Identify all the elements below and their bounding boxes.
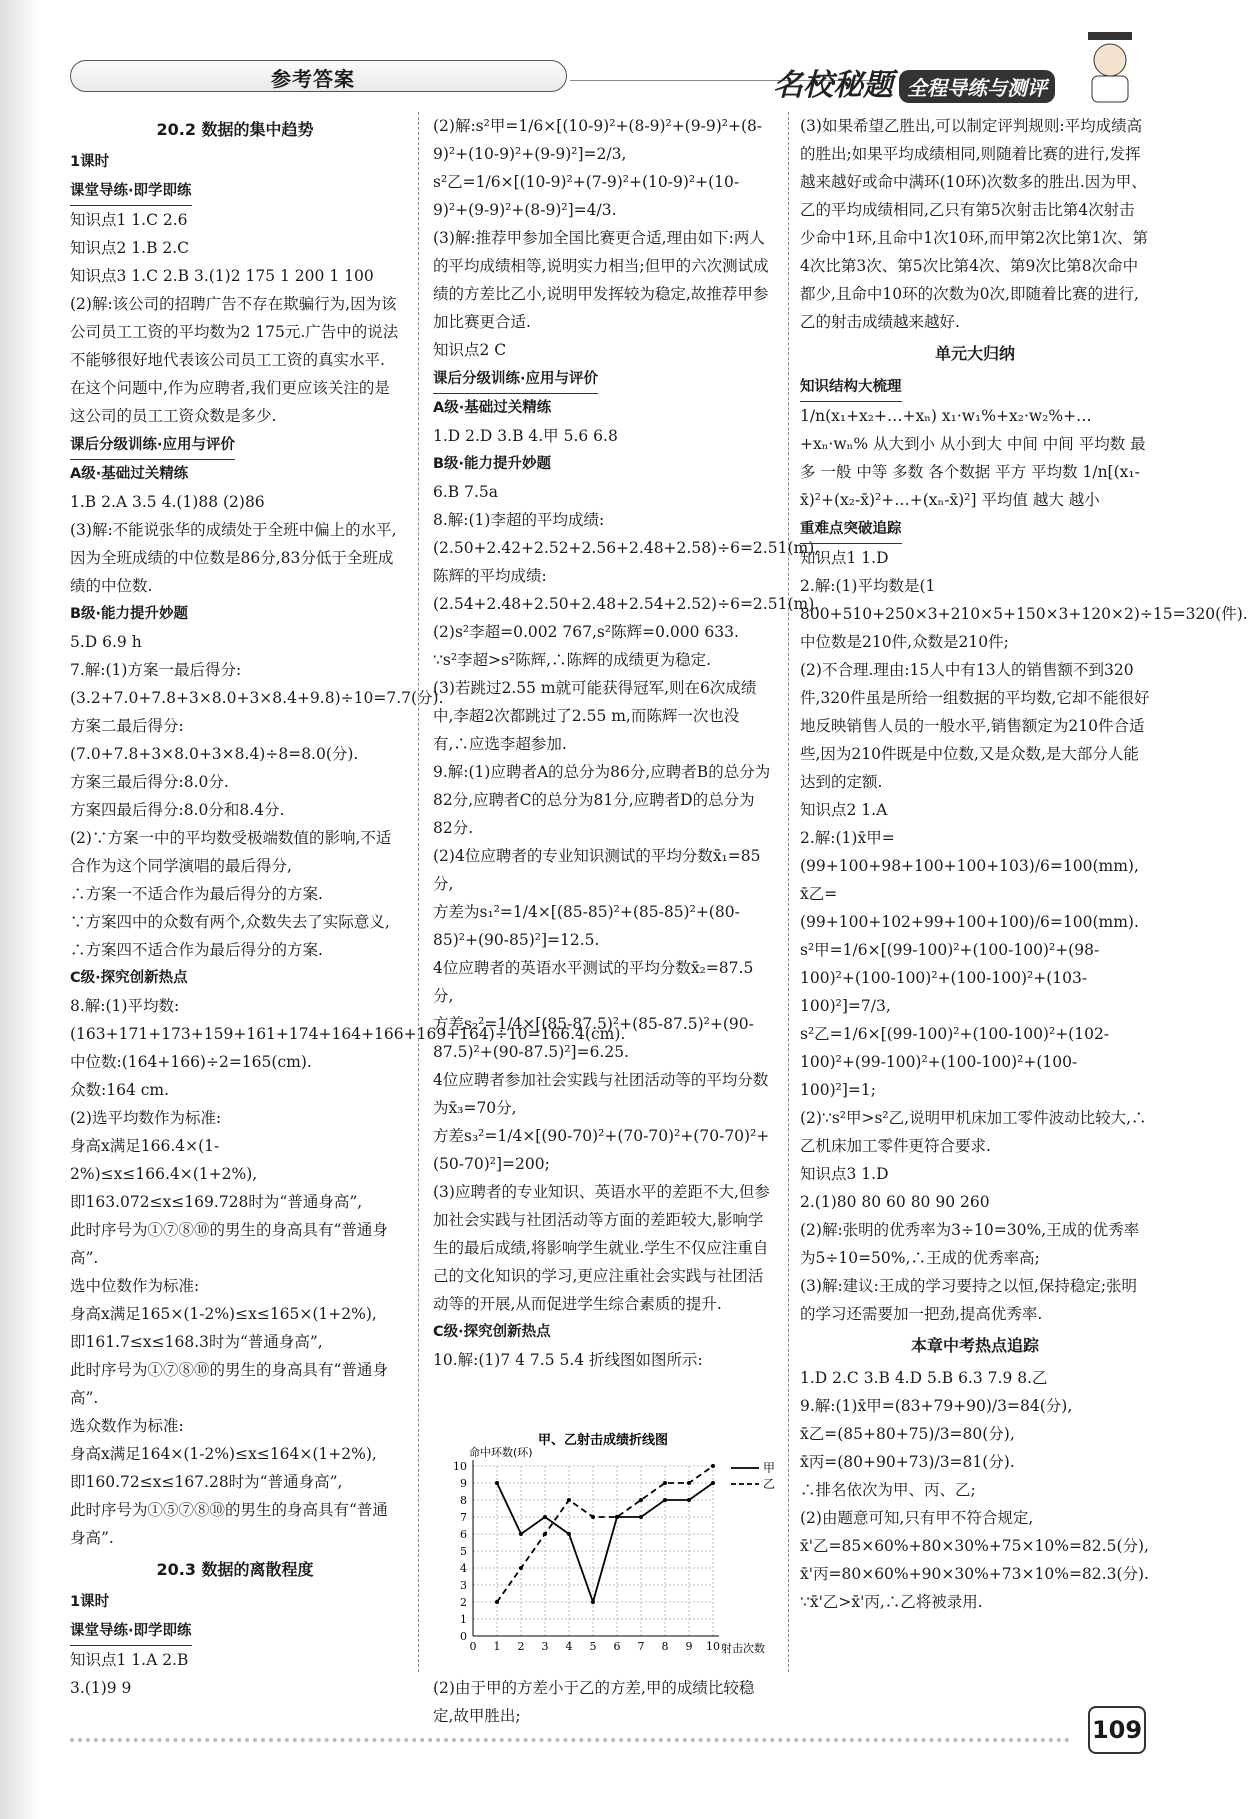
- answer-text: 1.B 2.A 3.5 4.(1)88 (2)86: [70, 493, 265, 511]
- answer-text: (3)如果希望乙胜出,可以制定评判规则:平均成绩高的胜出;如果平均成绩相同,则随着比赛的进行,发挥越来越好或命中满环(10环)次数多的胜出.因为甲、乙的平均成绩相同,乙只有第5次射击比第4次射击少命中1环,且命中1次10环,而甲第2次比第1次、第4次比第3次、第5次比第4次、第9次比第8次命中都少,且命中10环的次数为0次,即随着比赛的进行,乙的射击成绩越来越好.: [800, 117, 1149, 331]
- x-tick-label: 2: [517, 1640, 525, 1653]
- data-point: [663, 1498, 667, 1502]
- answer-text: (2)∵s²甲>s²乙,说明甲机床加工零件波动比较大,∴乙机床加工零件更符合要求.: [800, 1109, 1147, 1155]
- answer-text: 知识点2 1.A: [800, 801, 888, 819]
- mascot-icon: [1070, 26, 1150, 106]
- answer-text: (3)应聘者的专业知识、英语水平的差距不大,但参加社会实践与社团活动等方面的差距较大,影响学生的最后成绩,将影响学生就业.学生不仅应注重自己的文化知识的学习,更应注重社会实践与社团活动等的开展,从而促进学生综合素质的提升.: [433, 1183, 770, 1313]
- answer-text: 知识点2 1.B 2.C: [70, 239, 190, 257]
- answer-text: 2.解:(1)平均数是(1 800+510+250×3+210×5+150×3+120×2)÷15=320(件).: [800, 577, 1248, 623]
- answer-text: 知识点1 1.A 2.B: [70, 1651, 189, 1669]
- answer-text: 选中位数作为标准:: [70, 1277, 200, 1295]
- answer-text: 方差s₃²=1/4×[(90-70)²+(70-70)²+(70-70)²+(50-70)²]=200;: [433, 1127, 770, 1173]
- answer-text: x̄'丙=80×60%+90×30%+73×10%=82.3(分).: [800, 1565, 1149, 1583]
- answer-text: ∵方案四中的众数有两个,众数失去了实际意义,: [70, 913, 390, 931]
- x-tick-label: 10: [706, 1640, 720, 1653]
- answer-text: 即161.7≤x≤168.3时为“普通身高”,: [70, 1333, 323, 1351]
- y-tick-label: 10: [453, 1460, 467, 1473]
- level-heading: C级·探究创新热点: [433, 1324, 551, 1340]
- y-tick-label: 2: [460, 1596, 467, 1609]
- answer-text: 6.B 7.5a: [433, 483, 498, 501]
- data-point: [519, 1532, 523, 1536]
- level-heading: B级·能力提升妙题: [433, 456, 552, 472]
- subsection-label: 知识结构大梳理: [800, 373, 902, 402]
- answer-text: 2.解:(1)x̄甲=(99+100+98+100+100+103)/6=100(mm),: [800, 829, 1139, 875]
- answer-text: ∴方案四不适合作为最后得分的方案.: [70, 941, 323, 959]
- y-tick-label: 8: [460, 1494, 467, 1507]
- answer-text: 10.解:(1)7 4 7.5 5.4 折线图如图所示:: [433, 1351, 703, 1369]
- answer-text: s²乙=1/6×[(99-100)²+(100-100)²+(102-100)²+(99-100)²+(100-100)²+(100-100)²]=1;: [800, 1025, 1110, 1099]
- section-title: 20.2 数据的集中趋势: [156, 120, 314, 139]
- x-tick-label: 3: [541, 1640, 549, 1653]
- y-axis-label: 命中环数(环): [469, 1446, 533, 1459]
- data-point: [519, 1566, 523, 1570]
- series-line-1: [497, 1483, 713, 1602]
- answer-text: 4位应聘者的英语水平测试的平均分数x̄₂=87.5分,: [433, 959, 754, 1005]
- answer-text: 知识点1 1.D: [800, 549, 889, 567]
- level-heading: A级·基础过关精练: [433, 400, 552, 416]
- answer-text: (2)不合理.理由:15人中有13人的销售额不到320件,320件虽是所给一组数据的平均数,它却不能很好地反映销售人员的一般水平,销售额定为210件合适些,因为210件既是中位数,又是众数,是大部分人能达到的定额.: [800, 661, 1150, 791]
- answer-text: 此时序号为①⑦⑧⑩的男生的身高具有“普通身高”.: [70, 1221, 388, 1267]
- data-point: [639, 1498, 643, 1502]
- level-heading: C级·探究创新热点: [70, 970, 188, 986]
- answer-text: 身高x满足164×(1-2%)≤x≤164×(1+2%),: [70, 1445, 377, 1463]
- answer-text: 1.D 2.C 3.B 4.D 5.B 6.3 7.9 8.乙: [800, 1369, 1048, 1387]
- subsection-label: 重难点突破追踪: [800, 515, 902, 544]
- answer-text: (2)s²李超=0.002 767,s²陈辉=0.000 633.: [433, 623, 739, 641]
- answer-text: (2)∵方案一中的平均数受极端数值的影响,不适合作为这个同学演唱的最后得分,: [70, 829, 392, 875]
- answer-text: 8.解:(1)平均数:(163+171+173+159+161+174+164+166+169+164)÷10=166.4(cm).: [70, 997, 626, 1043]
- data-point: [687, 1498, 691, 1502]
- page-binding-shadow: [0, 0, 40, 1819]
- answer-text: (3)解:推荐甲参加全国比赛更合适,理由如下:两人的平均成绩相等,说明实力相当;但甲的六次测试成绩的方差比乙小,说明甲发挥较为稳定,故推荐甲参加比赛更合适.: [433, 229, 769, 331]
- answer-text: 选众数作为标准:: [70, 1417, 184, 1435]
- data-point: [639, 1515, 643, 1519]
- column-right: [800, 112, 1248, 1616]
- legend-label: 乙: [763, 1477, 776, 1491]
- data-point: [495, 1600, 499, 1604]
- answer-text: 知识点3 1.C 2.B 3.(1)2 175 1 200 1 100: [70, 267, 374, 285]
- answer-text: 中位数:(164+166)÷2=165(cm).: [70, 1053, 312, 1071]
- answer-text: (2)解:张明的优秀率为3÷10=30%,王成的优秀率为5÷10=50%,∴王成的优秀率高;: [800, 1221, 1140, 1267]
- y-tick-label: 4: [460, 1562, 467, 1575]
- data-point: [567, 1532, 571, 1536]
- answer-text: (3)解:建议:王成的学习要持之以恒,保持稳定;张明的学习还需要加一把劲,提高优秀率.: [800, 1277, 1138, 1323]
- answer-text: 2.(1)80 80 60 80 90 260: [800, 1193, 990, 1211]
- answer-text: 即163.072≤x≤169.728时为“普通身高”,: [70, 1193, 363, 1211]
- answer-text: ∴方案一不适合作为最后得分的方案.: [70, 885, 323, 903]
- answer-text: 知识点2 C: [433, 341, 507, 359]
- subsection-label: 课堂导练·即学即练: [70, 1617, 192, 1646]
- answer-text: 身高x满足166.4×(1-2%)≤x≤166.4×(1+2%),: [70, 1137, 258, 1183]
- level-heading: A级·基础过关精练: [70, 466, 189, 482]
- subsection-label: 课堂导练·即学即练: [70, 177, 192, 206]
- y-tick-label: 3: [460, 1579, 467, 1592]
- data-point: [663, 1481, 667, 1485]
- x-tick-label: 9: [685, 1640, 693, 1653]
- answer-tab: [70, 60, 567, 92]
- legend-label: 甲: [763, 1461, 776, 1475]
- page-header: [70, 52, 1150, 112]
- answer-text: 方案四最后得分:8.0分和8.4分.: [70, 801, 285, 819]
- answer-text: 陈辉的平均成绩:(2.54+2.48+2.50+2.48+2.54+2.52)÷6=2.51(m).: [433, 567, 820, 613]
- x-axis-label: 射击次数: [721, 1642, 765, 1655]
- answer-text: 1/n(x₁+x₂+…+xₙ) x₁·w₁%+x₂·w₂%+…+xₙ·wₙ% 从大到小 从小到大 中间 中间 平均数 最多 一般 中等 多数 各个数据 平方 平均数 1/n[(x₁-x̄)²+(x₂-x̄)²+…+(xₙ-x̄)²] 平均值 越大 越小: [800, 407, 1146, 509]
- level-heading: 1课时: [70, 1594, 110, 1610]
- y-tick-label: 9: [460, 1477, 467, 1490]
- answer-text: x̄乙=(99+100+102+99+100+100)/6=100(mm).: [800, 885, 1139, 931]
- answer-text: 3.(1)9 9: [70, 1679, 132, 1697]
- answer-text: 知识点1 1.C 2.6: [70, 211, 188, 229]
- data-point: [687, 1481, 691, 1485]
- answer-text: 身高x满足165×(1-2%)≤x≤165×(1+2%),: [70, 1305, 377, 1323]
- column-divider-2: [788, 112, 789, 1672]
- answer-text: (2)解:s²甲=1/6×[(10-9)²+(8-9)²+(9-9)²+(8-9)²+(10-9)²+(9-9)²]=2/3,: [433, 117, 763, 163]
- section-title: 20.3 数据的离散程度: [156, 1560, 314, 1579]
- brand-title: [773, 60, 1055, 104]
- answer-text: (3)解:不能说张华的成绩处于全班中偏上的水平,因为全班成绩的中位数是86分,83分低于全班成绩的中位数.: [70, 521, 397, 595]
- subsection-label: 课后分级训练·应用与评价: [70, 431, 235, 460]
- answer-text: x̄'乙=85×60%+80×30%+75×10%=82.5(分),: [800, 1537, 1149, 1555]
- x-tick-label: 1: [493, 1640, 501, 1653]
- brand-name: 名校秘题: [773, 68, 893, 103]
- answer-text: x̄乙=(85+80+75)/3=80(分),: [800, 1425, 1015, 1443]
- answer-text: ∵x̄'乙>x̄'丙,∴乙将被录用.: [800, 1593, 983, 1611]
- page-number: 109: [1088, 1706, 1146, 1754]
- section-title: 单元大归纳: [934, 344, 1015, 363]
- answer-text: 1.D 2.D 3.B 4.甲 5.6 6.8: [433, 427, 618, 445]
- answer-text: 方案三最后得分:8.0分.: [70, 773, 229, 791]
- x-tick-label: 5: [589, 1640, 597, 1653]
- level-heading: 1课时: [70, 154, 110, 170]
- tab-label: 参考答案: [271, 67, 355, 91]
- level-heading: B级·能力提升妙题: [70, 606, 189, 622]
- answer-text: (2)4位应聘者的专业知识测试的平均分数x̄₁=85分,: [433, 847, 761, 893]
- answer-text: 9.解:(1)x̄甲=(83+79+90)/3=84(分),: [800, 1397, 1073, 1415]
- answer-text: ∵s²李超>s²陈辉,∴陈辉的成绩更为稳定.: [433, 651, 712, 669]
- answer-text: 方差为s₁²=1/4×[(85-85)²+(85-85)²+(80-85)²+(90-85)²]=12.5.: [433, 903, 740, 949]
- answer-text: 8.解:(1)李超的平均成绩:(2.50+2.42+2.52+2.56+2.48+2.58)÷6=2.51(m),: [433, 511, 820, 557]
- answer-text: 方差s₂²=1/4×[(85-87.5)²+(85-87.5)²+(90-87.5)²+(90-87.5)²]=6.25.: [433, 1015, 754, 1061]
- x-tick-label: 4: [565, 1640, 573, 1653]
- brand-subtitle: 全程导练与测评: [899, 70, 1055, 103]
- answer-text: 此时序号为①⑤⑦⑧⑩的男生的身高具有“普通身高”.: [70, 1501, 388, 1547]
- answer-text: s²乙=1/6×[(10-9)²+(7-9)²+(10-9)²+(10-9)²+(9-9)²+(8-9)²]=4/3.: [433, 173, 740, 219]
- answer-text: 即160.72≤x≤167.28时为“普通身高”,: [70, 1473, 343, 1491]
- answer-text: ∴排名依次为甲、丙、乙;: [800, 1481, 976, 1499]
- data-point: [567, 1498, 571, 1502]
- answer-text: (2)选平均数作为标准:: [70, 1109, 222, 1127]
- column-middle: [433, 112, 820, 1374]
- answer-text: 9.解:(1)应聘者A的总分为86分,应聘者B的总分为82分,应聘者C的总分为81分,应聘者D的总分为82分.: [433, 763, 771, 837]
- answer-text: 中位数是210件,众数是210件;: [800, 633, 1009, 651]
- answer-text: (2)由于甲的方差小于乙的方差,甲的成绩比较稳定,故甲胜出;: [433, 1679, 755, 1725]
- data-point: [711, 1464, 715, 1468]
- data-point: [615, 1515, 619, 1519]
- data-point: [711, 1481, 715, 1485]
- answer-text: 此时序号为①⑦⑧⑩的男生的身高具有“普通身高”.: [70, 1361, 388, 1407]
- answer-text: (2)由题意可知,只有甲不符合规定,: [800, 1509, 1034, 1527]
- x-tick-label: 6: [613, 1640, 621, 1653]
- y-tick-label: 1: [460, 1613, 467, 1626]
- subsection-label: 课后分级训练·应用与评价: [433, 365, 598, 394]
- data-point: [591, 1515, 595, 1519]
- section-title: 本章中考热点追踪: [910, 1336, 1039, 1355]
- y-tick-label: 5: [460, 1545, 467, 1558]
- answer-text: (3)若跳过2.55 m就可能获得冠军,则在6次成绩中,李超2次都跳过了2.55 m,而陈辉一次也没有,∴应选李超参加.: [433, 679, 757, 753]
- answer-text: x̄丙=(80+90+73)/3=81(分).: [800, 1453, 1015, 1471]
- footer-dots: [70, 1738, 1070, 1742]
- answer-text: 4位应聘者参加社会实践与社团活动等的平均分数为x̄₃=70分,: [433, 1071, 769, 1117]
- x-tick-label: 8: [661, 1640, 669, 1653]
- column-divider-1: [418, 112, 419, 1672]
- answer-text: 众数:164 cm.: [70, 1081, 170, 1099]
- chart-title: 甲、乙射击成绩折线图: [537, 1433, 669, 1448]
- column-middle-after-chart: [433, 1674, 773, 1730]
- y-tick-label: 0: [460, 1630, 467, 1643]
- x-tick-label: 0: [469, 1640, 477, 1653]
- shooting-line-chart: [433, 1430, 776, 1670]
- answer-text: 7.解:(1)方案一最后得分:(3.2+7.0+7.8+3×8.0+3×8.4+9.8)÷10=7.7(分).: [70, 661, 444, 707]
- answer-text: 知识点3 1.D: [800, 1165, 889, 1183]
- answer-text: (2)解:该公司的招聘广告不存在欺骗行为,因为该公司员工工资的平均数为2 175元.广告中的说法不能够很好地代表该公司员工工资的真实水平.在这个问题中,作为应聘者,我们更应该关注的是这公司的员工工资众数是多少.: [70, 295, 399, 425]
- answer-text: 方案二最后得分:(7.0+7.8+3×8.0+3×8.4)÷8=8.0(分).: [70, 717, 359, 763]
- x-tick-label: 7: [637, 1640, 645, 1653]
- data-point: [543, 1515, 547, 1519]
- y-tick-label: 6: [460, 1528, 467, 1541]
- data-point: [543, 1532, 547, 1536]
- data-point: [591, 1600, 595, 1604]
- y-tick-label: 7: [460, 1511, 467, 1524]
- answer-text: 5.D 6.9 h: [70, 633, 142, 651]
- data-point: [495, 1481, 499, 1485]
- answer-text: s²甲=1/6×[(99-100)²+(100-100)²+(98-100)²+(100-100)²+(100-100)²+(103-100)²]=7/3,: [800, 941, 1100, 1015]
